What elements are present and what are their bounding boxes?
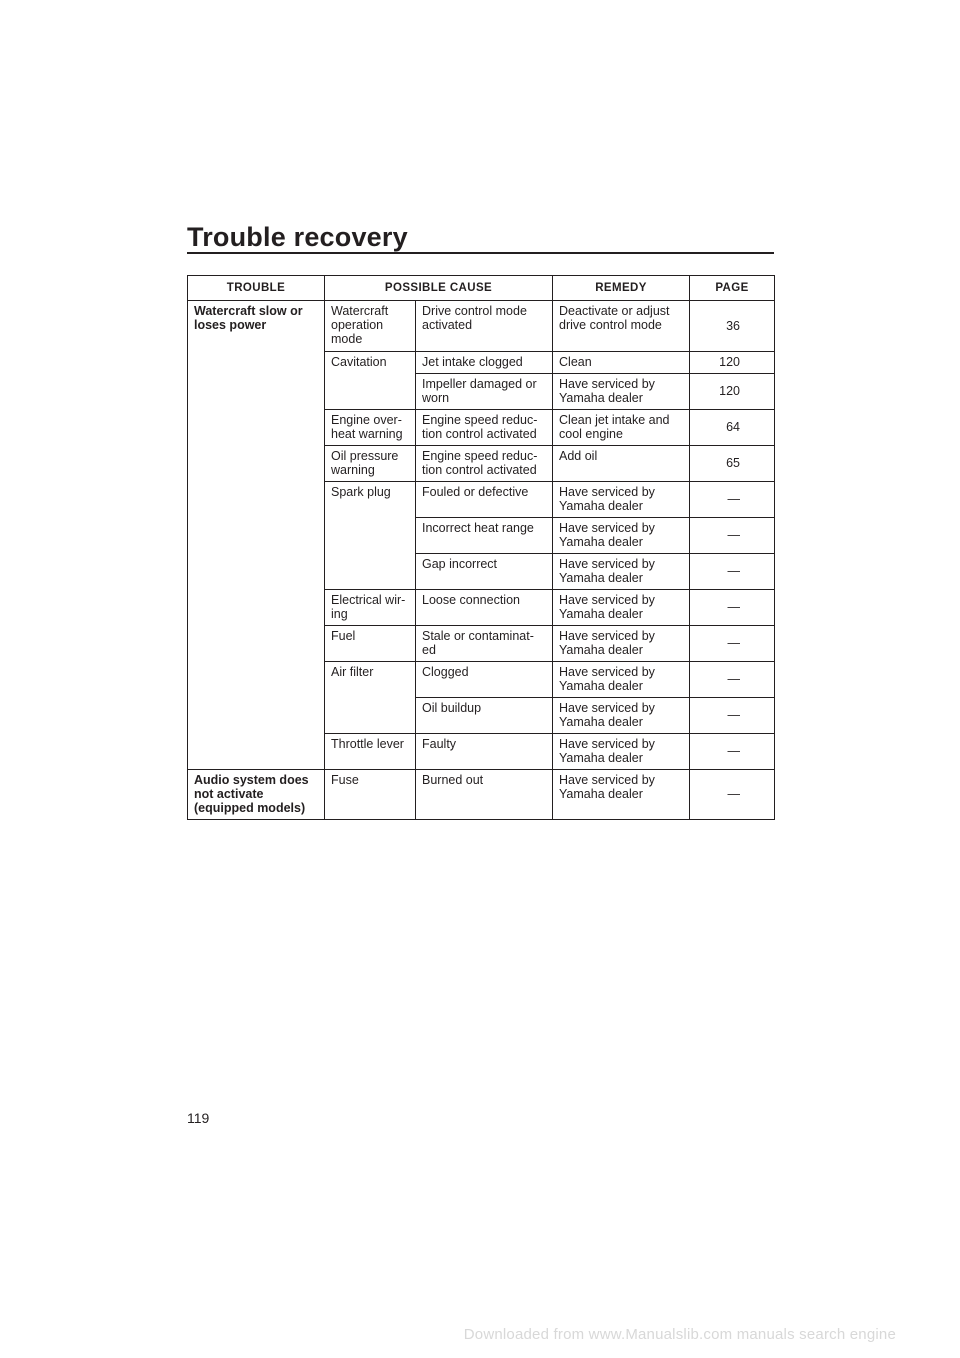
detail-cell: Impeller damaged or worn [416,374,553,410]
cause-cell: Spark plug [325,482,416,590]
page-cell: — [690,662,775,698]
footer-watermark [0,1326,960,1343]
remedy-cell: Have serviced by Yamaha dealer [553,662,690,698]
remedy-cell: Have serviced by Yamaha dealer [553,374,690,410]
trouble-table [187,275,775,820]
table-row [188,770,775,820]
cause-cell: Electrical wir-ing [325,590,416,626]
page-cell: 65 [690,446,775,482]
cause-cell: Cavitation [325,352,416,410]
remedy-cell: Have serviced by Yamaha dealer [553,626,690,662]
detail-cell: Clogged [416,662,553,698]
page-number: 119 [187,1110,210,1126]
page-cell: — [690,698,775,734]
detail-cell: Burned out [416,770,553,820]
detail-cell: Jet intake clogged [416,352,553,374]
page-cell: — [690,770,775,820]
cause-cell: Air filter [325,662,416,734]
detail-cell: Faulty [416,734,553,770]
detail-cell: Drive control mode activated [416,301,553,352]
remedy-cell: Clean [553,352,690,374]
remedy-cell: Have serviced by Yamaha dealer [553,590,690,626]
detail-cell: Oil buildup [416,698,553,734]
cause-cell: Throttle lever [325,734,416,770]
footer-text: Downloaded from www.Manualslib.com manuals search engine [463,1326,896,1343]
page-cell: — [690,590,775,626]
remedy-cell: Have serviced by Yamaha dealer [553,518,690,554]
trouble-cell: Audio system does not activate (equipped models) [188,770,325,820]
remedy-cell: Have serviced by Yamaha dealer [553,482,690,518]
detail-cell: Stale or contaminat-ed [416,626,553,662]
header-remedy: REMEDY [553,276,690,301]
page-cell: 64 [690,410,775,446]
remedy-cell: Have serviced by Yamaha dealer [553,770,690,820]
remedy-cell: Have serviced by Yamaha dealer [553,734,690,770]
detail-cell: Loose connection [416,590,553,626]
cause-cell: Fuel [325,626,416,662]
page-cell: — [690,554,775,590]
cause-cell: Engine over-heat warning [325,410,416,446]
remedy-cell: Have serviced by Yamaha dealer [553,698,690,734]
page-cell: — [690,626,775,662]
cause-cell: Watercraft operation mode [325,301,416,352]
header-possible-cause: POSSIBLE CAUSE [325,276,553,301]
remedy-cell: Have serviced by Yamaha dealer [553,554,690,590]
detail-cell: Fouled or defective [416,482,553,518]
page-cell: — [690,518,775,554]
page-cell: — [690,482,775,518]
header-page: PAGE [690,276,775,301]
page-title: Trouble recovery [187,222,408,252]
remedy-cell: Deactivate or adjust drive control mode [553,301,690,352]
page-cell: 36 [690,301,775,352]
table-row [188,301,775,352]
page-cell: — [690,734,775,770]
header-trouble: TROUBLE [188,276,325,301]
title-rule [187,252,774,254]
cause-cell: Fuse [325,770,416,820]
remedy-cell: Add oil [553,446,690,482]
remedy-cell: Clean jet intake and cool engine [553,410,690,446]
cause-cell: Oil pressure warning [325,446,416,482]
table-header-row [188,276,775,301]
detail-cell: Gap incorrect [416,554,553,590]
detail-cell: Engine speed reduc-tion control activated [416,446,553,482]
detail-cell: Engine speed reduc-tion control activated [416,410,553,446]
detail-cell: Incorrect heat range [416,518,553,554]
page-cell: 120 [690,352,775,374]
trouble-cell: Watercraft slow or loses power [188,301,325,770]
page-cell: 120 [690,374,775,410]
